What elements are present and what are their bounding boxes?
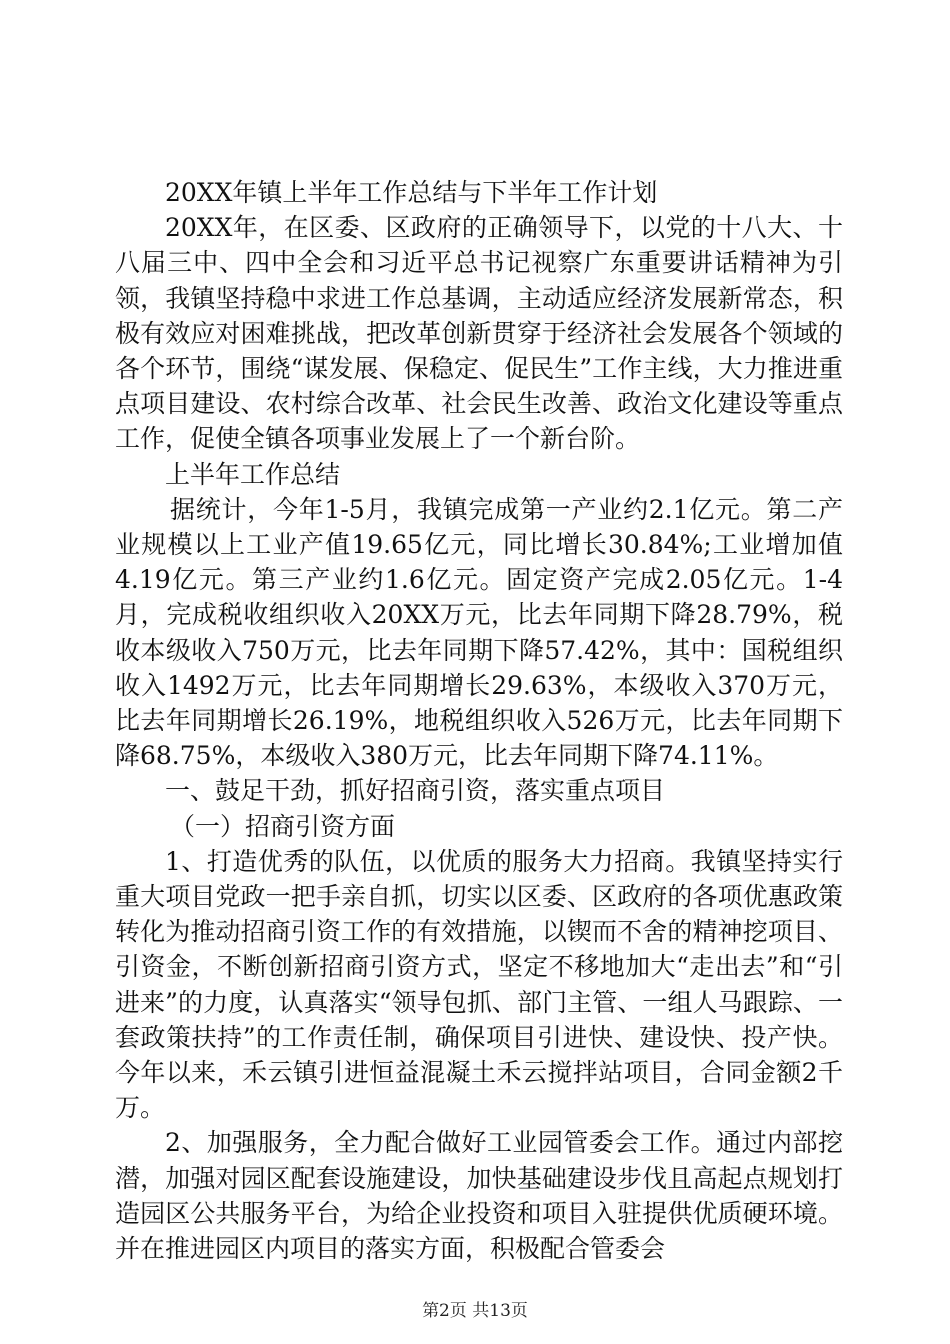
investment-paragraph-1: 1、打造优秀的队伍，以优质的服务大力招商。我镇坚持实行重大项目党政一把手亲自抓，切实以区委、区政府的各项优惠政策转化为推动招商引资工作的有效措施，以锲而不舍的精神挖项目、引资金，不断创新招商引资方式，坚定不移地加大“走出去”和“引进来”的力度，认真落实“领导包抓、部门主管、一组人马跟踪、一套政策扶持”的工作责任制，确保项目引进快、建设快、投产快。今年以来，禾云镇引进恒益混凝土禾云搅拌站项目，合同金额2千万。: [115, 846, 843, 1123]
page-footer: 第2页 共13页: [422, 1301, 528, 1321]
intro-paragraph: 20XX年，在区委、区政府的正确领导下，以党的十八大、十八届三中、四中全会和习近平总书记视察广东重要讲话精神为引领，我镇坚持稳中求进工作总基调，主动适应经济发展新常态，积极有效应对困难挑战，把改革创新贯穿于经济社会发展各个领域的各个环节，围绕“谋发展、保稳定、促民生”工作主线，大力推进重点项目建设、农村综合改革、社会民生改善、政治文化建设等重点工作，促使全镇各项事业发展上了一个新台阶。: [115, 213, 843, 454]
section-heading-first-half-summary: 上半年工作总结: [165, 459, 341, 489]
statistics-paragraph: 据统计，今年1-5月，我镇完成第一产业约2.1亿元。第二产业规模以上工业产值19.65亿元，同比增长30.84%;工业增加值4.19亿元。第三产业约1.6亿元。固定资产完成2.05亿元。1-4月，完成税收组织收入20XX万元，比去年同期下降28.79%，税收本级收入750万元，比去年同期下降57.42%，其中：国税组织收入1492万元，比去年同期增长29.63%，本级收入370万元，比去年同期增长26.19%，地税组织收入526万元，比去年同期下降68.75%，本级收入380万元，比去年同期下降74.11%。: [115, 494, 843, 771]
document-title: 20XX年镇上半年工作总结与下半年工作计划: [165, 178, 658, 207]
section-heading-investment: 一、鼓足干劲，抓好招商引资，落实重点项目: [165, 776, 666, 806]
investment-paragraph-2: 2、加强服务，全力配合做好工业园管委会工作。通过内部挖潜，加强对园区配套设施建设，加快基础建设步伐且高起点规划打造园区公共服务平台，为给企业投资和项目入驻提供优质硬环境。并在推进园区内项目的落实方面，积极配合管委会: [115, 1128, 843, 1264]
subsection-heading-investment: （一）招商引资方面: [170, 811, 396, 841]
document-body: [115, 175, 843, 1266]
